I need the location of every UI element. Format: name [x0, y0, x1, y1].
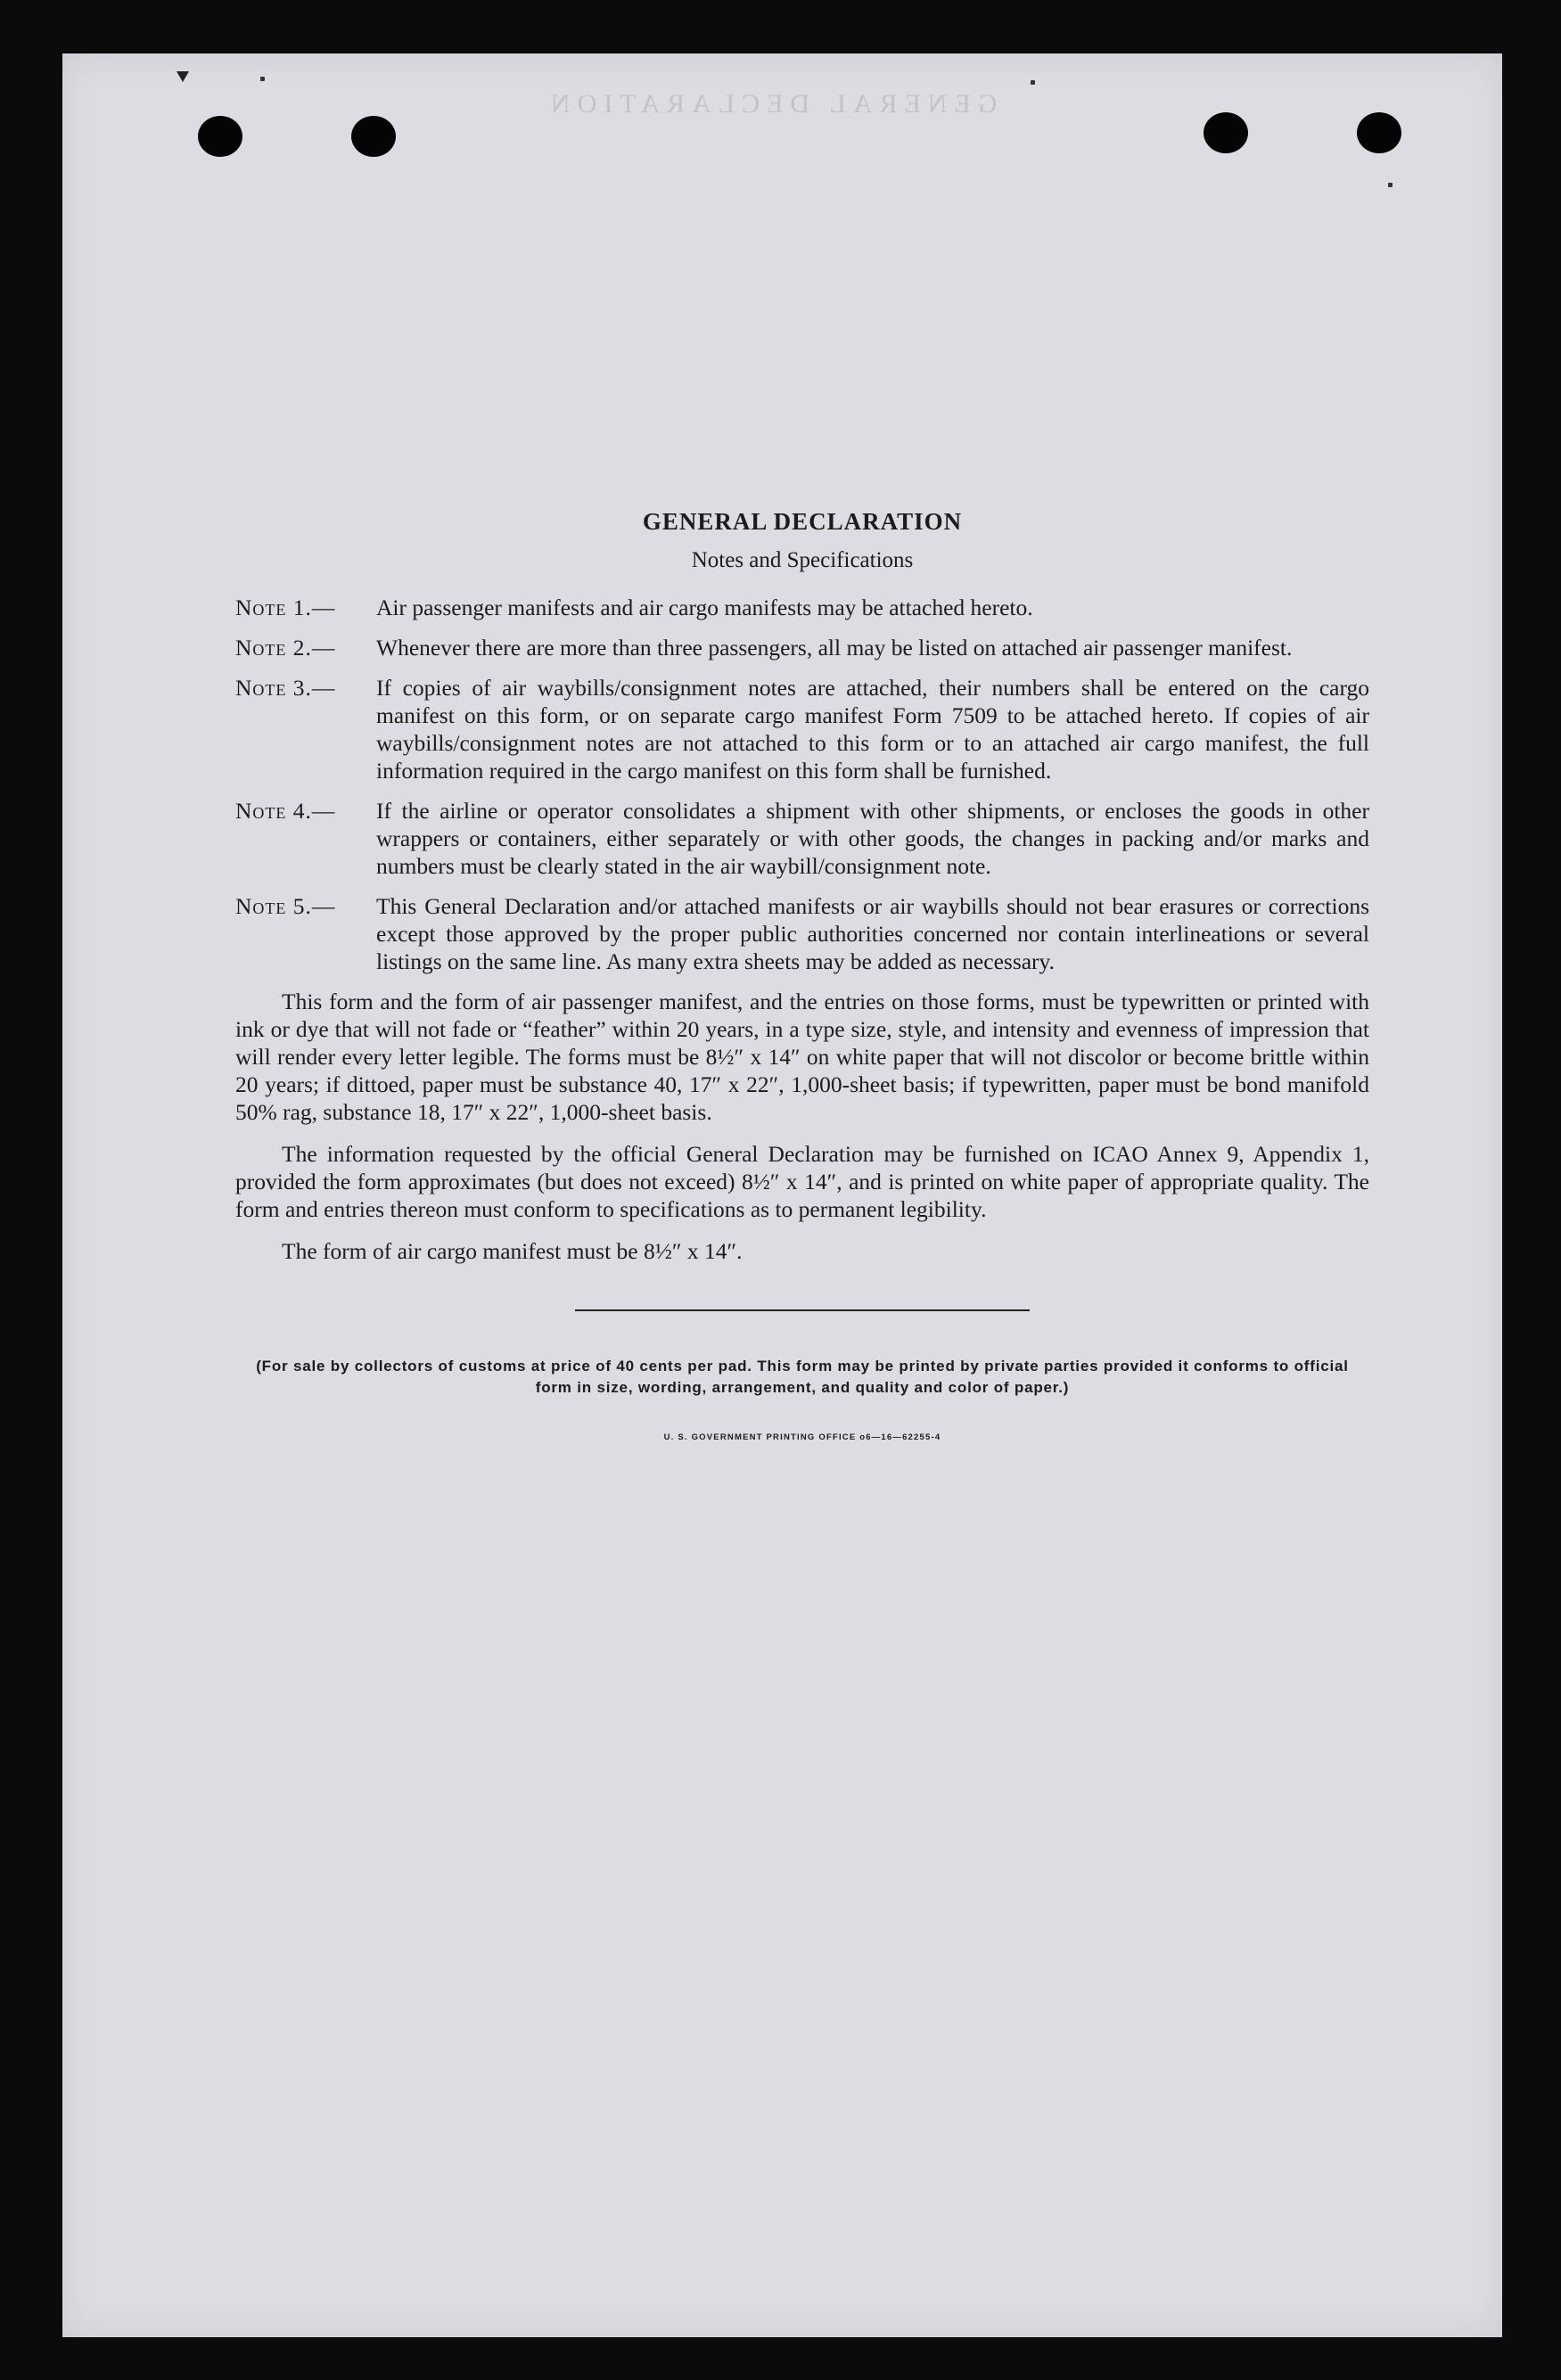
sale-notice: (For sale by collectors of customs at price of 40 cents per pad. This form may be printed by private parties provided it conforms to official form in size, wording, arrangement, and quality and color of paper.) [256, 1358, 1349, 1396]
note-text: Air passenger manifests and air cargo manifests may be attached hereto. [376, 595, 1033, 620]
note-label: Note 2.— [235, 635, 336, 661]
speck [1031, 80, 1035, 85]
punch-hole [1357, 112, 1401, 153]
note-label: Note 3.— [235, 675, 336, 701]
speck [1388, 183, 1393, 187]
punch-hole [351, 116, 396, 157]
note-1 [235, 594, 1369, 621]
bleed-through-text: GENERAL DECLARATION [544, 89, 998, 119]
note-text: Whenever there are more than three passengers, all may be listed on attached air passenger manifest. [376, 635, 1293, 661]
note-label: Note 1.— [235, 595, 336, 620]
printer-imprint: U. S. GOVERNMENT PRINTING OFFICE o6—16—62255-4 [663, 1432, 941, 1442]
page-subtitle: Notes and Specifications [691, 548, 914, 572]
paragraph-cargo-size: The form of air cargo manifest must be 8½″ x 14″. [282, 1238, 743, 1264]
note-label: Note 5.— [235, 893, 336, 919]
page-title: GENERAL DECLARATION [642, 508, 963, 535]
speck [260, 77, 265, 81]
note-text: If the airline or operator consolidates a shipment with other shipments, or encloses the goods in other wrappers or containers, either separately or with other goods, the changes in packing and/or marks and numbers must be clearly stated in the air waybill/consignment note. [376, 798, 1369, 879]
corner-mark [177, 71, 189, 82]
note-label: Note 4.— [235, 798, 336, 824]
paragraph-form-specs: This form and the form of air passenger manifest, and the entries on those forms, must be typewritten or printed with ink or dye that will not fade or “feather” within 20 years, in a type size, style, and intensity and evenness of impression that will render every letter legible. The forms must be 8½″ x 14″ on white paper that will not discolor or become brittle within 20 years; if dittoed, paper must be substance 40, 17″ x 22″, 1,000-sheet basis; if typewritten, paper must be bond manifold 50% rag, substance 18, 17″ x 22″, 1,000-sheet basis. [235, 989, 1369, 1125]
punch-hole [1204, 112, 1248, 153]
note-2 [235, 634, 1369, 661]
note-3 [235, 674, 1369, 784]
paragraph-icao: The information requested by the official General Declaration may be furnished on ICAO Annex 9, Appendix 1, provided the form approximates (but does not exceed) 8½″ x 14″, and is printed on white paper of appropriate quality. The form and entries thereon must conform to specifications as to permanent legibility. [235, 1141, 1369, 1222]
note-4 [235, 797, 1369, 880]
declaration-notes [235, 508, 1369, 1451]
divider-rule [575, 1309, 1030, 1311]
note-text: If copies of air waybills/consignment notes are attached, their numbers shall be entered on the cargo manifest on this form, or on separate cargo manifest Form 7509 to be attached hereto. If copies of air waybills/consignment notes are not attached to this form or to an attached air cargo manifest, the full information required in the cargo manifest on this form shall be furnished. [376, 675, 1369, 784]
punch-hole [198, 116, 242, 157]
note-5 [235, 892, 1369, 975]
note-text: This General Declaration and/or attached manifests or air waybills should not bear erasures or corrections except those approved by the proper public authorities concerned nor contain interlineations or several listings on the same line. As many extra sheets may be added as necessary. [376, 893, 1369, 974]
